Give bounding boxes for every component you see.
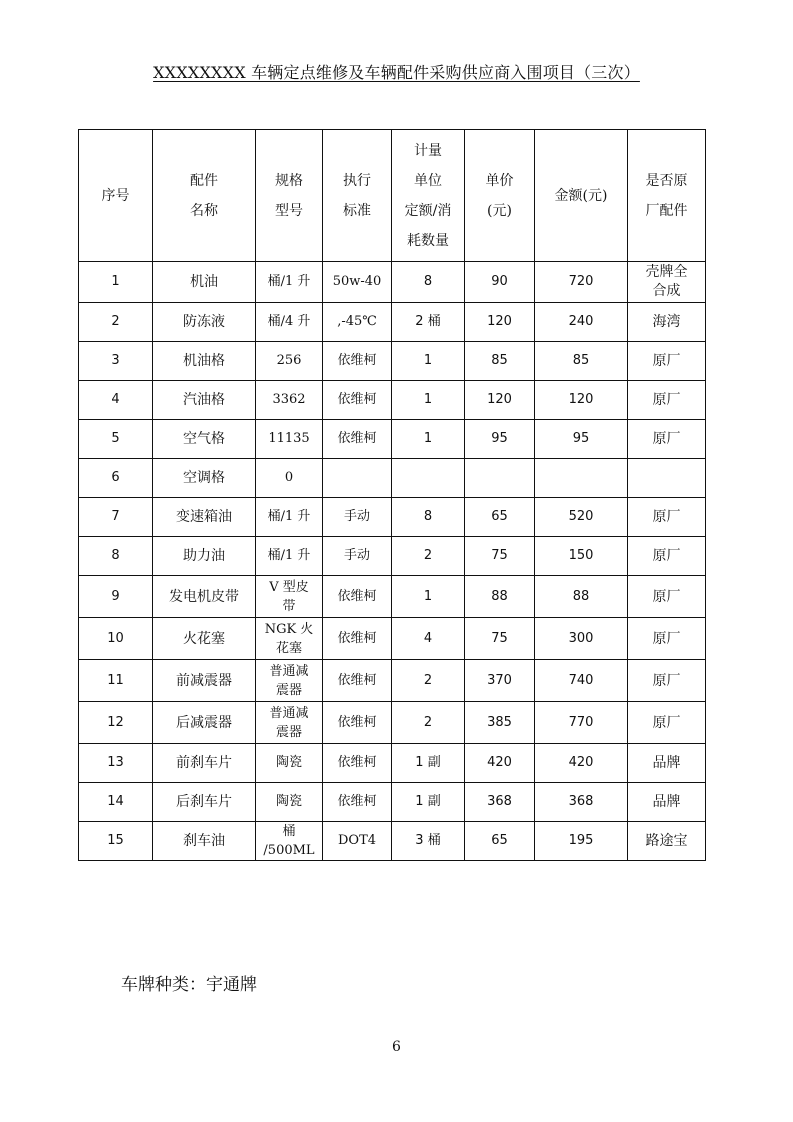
cell-seq: 3 bbox=[79, 342, 153, 381]
cell-oem: 原厂 bbox=[628, 342, 706, 381]
cell-standard: 依维柯 bbox=[323, 618, 392, 660]
cell-unit-price: 95 bbox=[465, 420, 535, 459]
cell-spec bbox=[256, 618, 323, 660]
table-row bbox=[79, 342, 706, 381]
table-row bbox=[79, 618, 706, 660]
cell-oem: 原厂 bbox=[628, 660, 706, 702]
cell-spec bbox=[256, 702, 323, 744]
cell-oem bbox=[628, 262, 706, 303]
cell-seq: 11 bbox=[79, 660, 153, 702]
cell-oem: 路途宝 bbox=[628, 822, 706, 861]
table-row bbox=[79, 702, 706, 744]
cell-unit-price bbox=[465, 459, 535, 498]
cell-spec-line: 花塞 bbox=[275, 640, 302, 656]
cell-seq: 14 bbox=[79, 783, 153, 822]
table-row bbox=[79, 498, 706, 537]
cell-standard: 依维柯 bbox=[323, 342, 392, 381]
header-standard: 执行 标准 bbox=[323, 130, 392, 262]
cell-standard: 依维柯 bbox=[323, 702, 392, 744]
header-part-name: 配件 名称 bbox=[153, 130, 256, 262]
cell-seq: 10 bbox=[79, 618, 153, 660]
cell-unit-price: 90 bbox=[465, 262, 535, 303]
cell-quantity: 1 bbox=[392, 381, 465, 420]
cell-spec: 3362 bbox=[256, 381, 323, 420]
cell-seq: 15 bbox=[79, 822, 153, 861]
cell-seq: 13 bbox=[79, 744, 153, 783]
cell-unit-price: 85 bbox=[465, 342, 535, 381]
cell-amount: 95 bbox=[535, 420, 628, 459]
cell-oem: 原厂 bbox=[628, 498, 706, 537]
cell-part-name: 火花塞 bbox=[153, 618, 256, 660]
cell-spec-line: 普通减 bbox=[269, 663, 309, 679]
cell-quantity bbox=[392, 459, 465, 498]
cell-spec: 桶/1 升 bbox=[256, 498, 323, 537]
table-row bbox=[79, 420, 706, 459]
cell-unit-price: 75 bbox=[465, 537, 535, 576]
cell-amount: 150 bbox=[535, 537, 628, 576]
cell-quantity: 1 bbox=[392, 576, 465, 618]
page-title: XXXXXXXX 车辆定点维修及车辆配件采购供应商入围项目（三次） bbox=[153, 63, 640, 82]
cell-unit-price: 368 bbox=[465, 783, 535, 822]
cell-seq: 6 bbox=[79, 459, 153, 498]
cell-spec: 11135 bbox=[256, 420, 323, 459]
cell-standard: 手动 bbox=[323, 498, 392, 537]
header-unit-price: 单价 (元) bbox=[465, 130, 535, 262]
cell-quantity: 2 bbox=[392, 660, 465, 702]
cell-amount: 120 bbox=[535, 381, 628, 420]
cell-quantity: 3 桶 bbox=[392, 822, 465, 861]
cell-spec: 桶/1 升 bbox=[256, 262, 323, 303]
cell-part-name: 后刹车片 bbox=[153, 783, 256, 822]
cell-spec bbox=[256, 660, 323, 702]
table-row bbox=[79, 660, 706, 702]
cell-part-name: 防冻液 bbox=[153, 303, 256, 342]
cell-amount: 720 bbox=[535, 262, 628, 303]
cell-quantity: 1 bbox=[392, 342, 465, 381]
cell-oem: 品牌 bbox=[628, 783, 706, 822]
cell-unit-price: 120 bbox=[465, 381, 535, 420]
cell-quantity: 1 副 bbox=[392, 744, 465, 783]
cell-standard: 依维柯 bbox=[323, 420, 392, 459]
table-row bbox=[79, 744, 706, 783]
cell-part-name: 汽油格 bbox=[153, 381, 256, 420]
cell-oem: 原厂 bbox=[628, 702, 706, 744]
cell-spec-line: /500ML bbox=[263, 843, 315, 858]
cell-standard: 依维柯 bbox=[323, 660, 392, 702]
table-row bbox=[79, 783, 706, 822]
cell-seq: 12 bbox=[79, 702, 153, 744]
cell-quantity: 8 bbox=[392, 498, 465, 537]
cell-standard bbox=[323, 459, 392, 498]
cell-seq: 9 bbox=[79, 576, 153, 618]
cell-unit-price: 120 bbox=[465, 303, 535, 342]
cell-part-name: 后减震器 bbox=[153, 702, 256, 744]
cell-oem bbox=[628, 459, 706, 498]
cell-quantity: 1 副 bbox=[392, 783, 465, 822]
cell-amount: 300 bbox=[535, 618, 628, 660]
cell-seq: 4 bbox=[79, 381, 153, 420]
header-spec: 规格 型号 bbox=[256, 130, 323, 262]
page-number: 6 bbox=[392, 1039, 401, 1055]
cell-spec bbox=[256, 576, 323, 618]
cell-quantity: 2 bbox=[392, 702, 465, 744]
cell-unit-price: 75 bbox=[465, 618, 535, 660]
cell-unit-price: 88 bbox=[465, 576, 535, 618]
cell-part-name: 发电机皮带 bbox=[153, 576, 256, 618]
plate-type-text: 车牌种类：宇通牌 bbox=[121, 975, 257, 995]
cell-amount: 88 bbox=[535, 576, 628, 618]
cell-spec: 0 bbox=[256, 459, 323, 498]
cell-part-name: 变速箱油 bbox=[153, 498, 256, 537]
cell-amount: 770 bbox=[535, 702, 628, 744]
cell-spec-line: V 型皮 bbox=[269, 579, 309, 595]
cell-standard: 依维柯 bbox=[323, 783, 392, 822]
header-amount: 金额(元) bbox=[535, 130, 628, 262]
cell-seq: 2 bbox=[79, 303, 153, 342]
header-quantity: 计量 单位 定额/消 耗数量 bbox=[392, 130, 465, 262]
cell-spec: 陶瓷 bbox=[256, 744, 323, 783]
cell-part-name: 助力油 bbox=[153, 537, 256, 576]
cell-oem-line: 合成 bbox=[652, 283, 681, 299]
cell-spec: 256 bbox=[256, 342, 323, 381]
cell-standard: 依维柯 bbox=[323, 381, 392, 420]
cell-part-name: 前减震器 bbox=[153, 660, 256, 702]
cell-part-name: 空气格 bbox=[153, 420, 256, 459]
cell-oem: 原厂 bbox=[628, 576, 706, 618]
parts-table bbox=[78, 129, 706, 861]
cell-spec: 陶瓷 bbox=[256, 783, 323, 822]
cell-spec: 桶/1 升 bbox=[256, 537, 323, 576]
cell-standard: ,-45℃ bbox=[323, 303, 392, 342]
cell-spec-line: NGK 火 bbox=[264, 621, 314, 637]
cell-amount: 420 bbox=[535, 744, 628, 783]
cell-standard: 手动 bbox=[323, 537, 392, 576]
cell-amount: 368 bbox=[535, 783, 628, 822]
cell-seq: 7 bbox=[79, 498, 153, 537]
cell-part-name: 机油格 bbox=[153, 342, 256, 381]
cell-spec: 桶/4 升 bbox=[256, 303, 323, 342]
cell-standard: DOT4 bbox=[323, 822, 392, 861]
cell-unit-price: 65 bbox=[465, 822, 535, 861]
cell-amount: 240 bbox=[535, 303, 628, 342]
table-row bbox=[79, 381, 706, 420]
cell-quantity: 4 bbox=[392, 618, 465, 660]
cell-part-name: 空调格 bbox=[153, 459, 256, 498]
cell-standard: 依维柯 bbox=[323, 744, 392, 783]
cell-oem-line: 壳牌全 bbox=[645, 264, 688, 280]
cell-quantity: 1 bbox=[392, 420, 465, 459]
cell-amount bbox=[535, 459, 628, 498]
cell-seq: 8 bbox=[79, 537, 153, 576]
cell-unit-price: 65 bbox=[465, 498, 535, 537]
cell-quantity: 2 桶 bbox=[392, 303, 465, 342]
cell-amount: 740 bbox=[535, 660, 628, 702]
cell-part-name: 机油 bbox=[153, 262, 256, 303]
table-header-row bbox=[79, 130, 706, 262]
cell-oem: 原厂 bbox=[628, 381, 706, 420]
cell-spec-line: 带 bbox=[282, 598, 296, 614]
table-row bbox=[79, 459, 706, 498]
table-row bbox=[79, 576, 706, 618]
header-oem: 是否原 厂配件 bbox=[628, 130, 706, 262]
cell-amount: 520 bbox=[535, 498, 628, 537]
cell-oem: 原厂 bbox=[628, 618, 706, 660]
header-seq: 序号 bbox=[79, 130, 153, 262]
cell-oem: 原厂 bbox=[628, 420, 706, 459]
cell-spec-line: 桶 bbox=[282, 824, 296, 839]
table-row bbox=[79, 537, 706, 576]
cell-quantity: 8 bbox=[392, 262, 465, 303]
cell-spec-line: 震器 bbox=[275, 682, 302, 698]
cell-quantity: 2 bbox=[392, 537, 465, 576]
table-row bbox=[79, 822, 706, 861]
cell-spec-line: 普通减 bbox=[269, 705, 309, 721]
table-row bbox=[79, 303, 706, 342]
cell-amount: 85 bbox=[535, 342, 628, 381]
cell-part-name: 前刹车片 bbox=[153, 744, 256, 783]
cell-oem: 原厂 bbox=[628, 537, 706, 576]
cell-standard: 依维柯 bbox=[323, 576, 392, 618]
cell-oem: 品牌 bbox=[628, 744, 706, 783]
cell-seq: 1 bbox=[79, 262, 153, 303]
cell-standard: 50w-40 bbox=[323, 262, 392, 303]
cell-spec bbox=[256, 822, 323, 861]
cell-amount: 195 bbox=[535, 822, 628, 861]
cell-unit-price: 370 bbox=[465, 660, 535, 702]
cell-spec-line: 震器 bbox=[275, 724, 302, 740]
cell-unit-price: 420 bbox=[465, 744, 535, 783]
cell-part-name: 刹车油 bbox=[153, 822, 256, 861]
cell-unit-price: 385 bbox=[465, 702, 535, 744]
cell-seq: 5 bbox=[79, 420, 153, 459]
table-row bbox=[79, 262, 706, 303]
cell-oem: 海湾 bbox=[628, 303, 706, 342]
